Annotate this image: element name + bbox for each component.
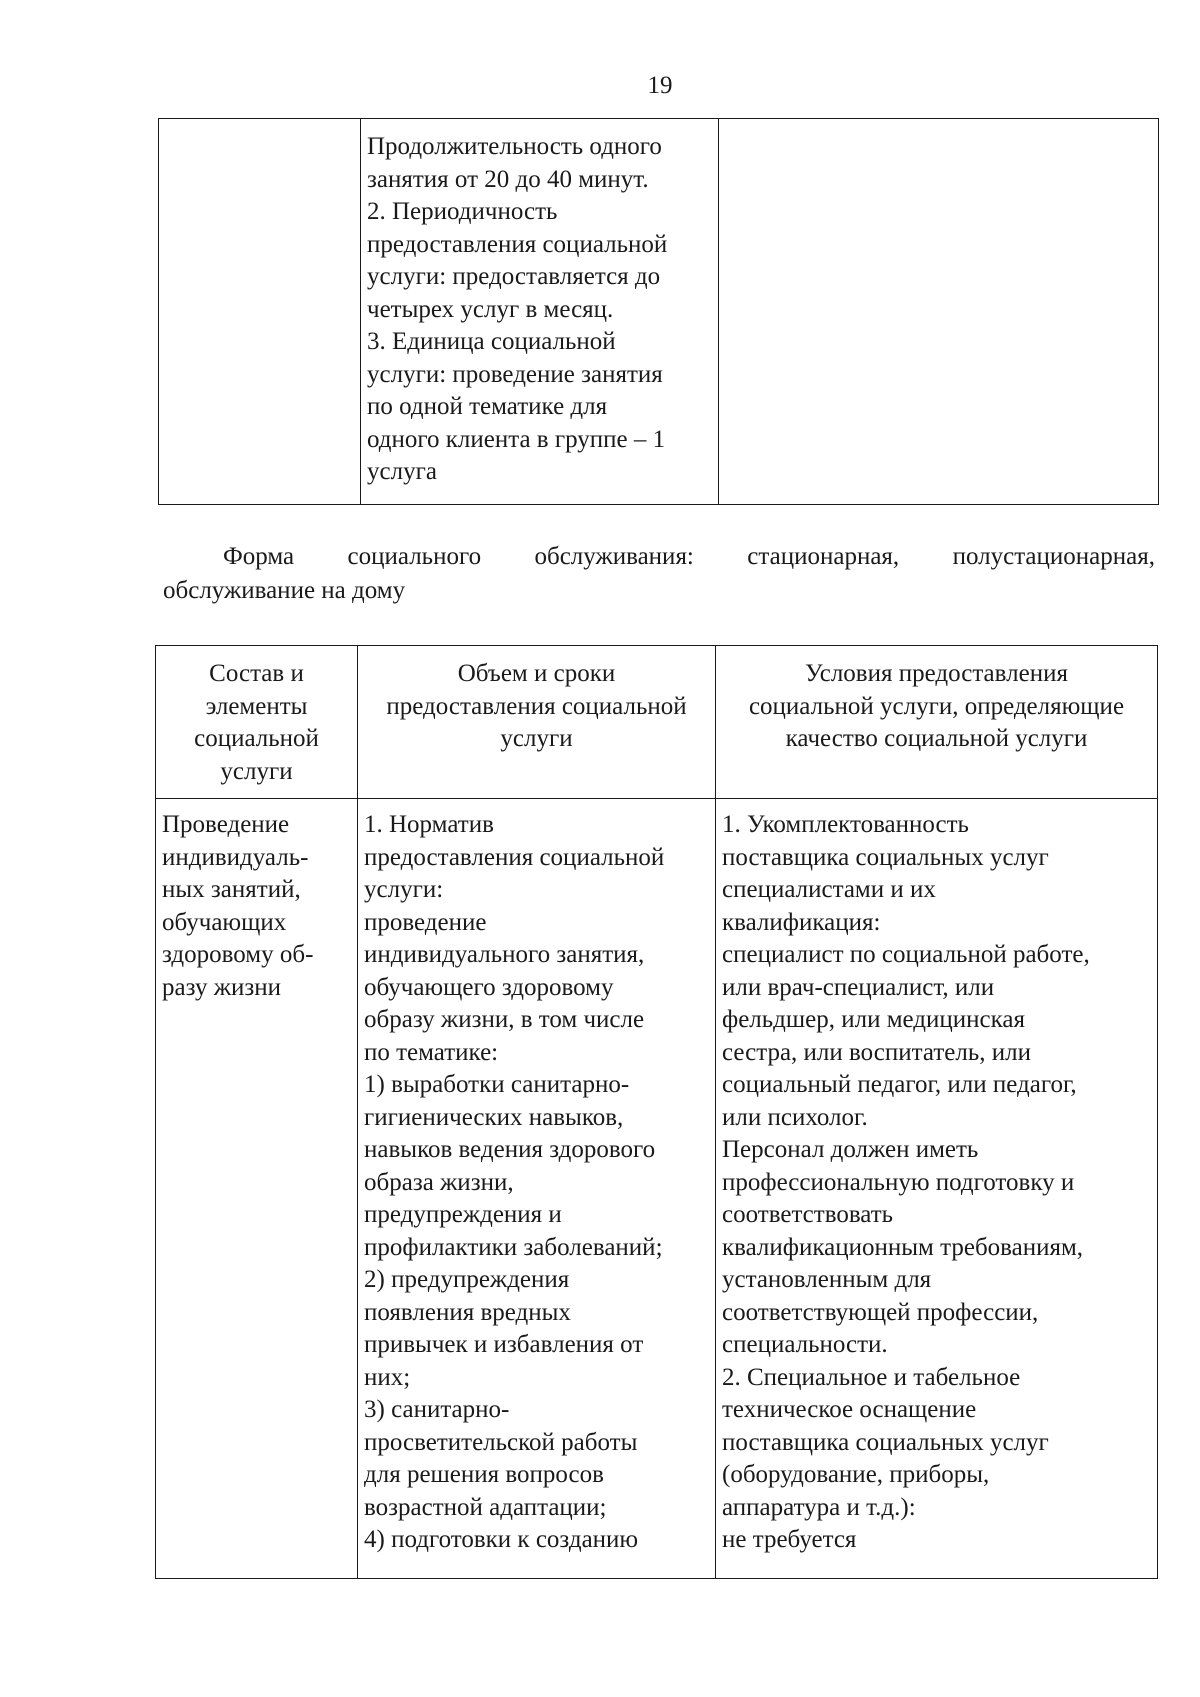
cell-service-volume: 1. Норматив предоставления социальной услуги: проведение индивидуального занятия, обучающего здоровому образу жизни, в том числе по тематике: 1) выработки санитарно- гигиенических навыков, навыков ведения здорового образа жизни, предупреждения и профилактики заболеваний; 2) предупреждения появления вредных привычек и избавления от них; 3) санитарно- просветительской работы для решения вопросов возрастной адаптации; 4) подготовки к созданию bbox=[358, 799, 716, 1579]
continuation-cell-conditions bbox=[719, 119, 1159, 505]
cell-service-conditions: 1. Укомплектованность поставщика социальных услуг специалистами и их квалификация: специалист по социальной работе, или врач-специалист, или фельдшер, или медицинская сестра, или воспитатель, или социальный педагог, или педагог, или психолог. Персонал должен иметь профессиональную подготовку и соответствовать квалификационным требованиям, установленным для соответствующей профессии, специальности. 2. Специальное и табельное техническое оснащение поставщика социальных услуг (оборудование, приборы, аппаратура и т.д.): не требуется bbox=[716, 799, 1158, 1579]
page-number: 19 bbox=[647, 72, 673, 99]
service-table bbox=[155, 645, 1158, 1579]
continuation-table bbox=[158, 118, 1159, 505]
service-form-paragraph bbox=[163, 540, 1155, 608]
table-row bbox=[159, 119, 1159, 505]
continuation-cell-composition bbox=[159, 119, 361, 505]
header-volume-terms: Объем и сроки предоставления социальной услуги bbox=[358, 646, 716, 799]
service-form-line-1: Форма социального обслуживания: стационарная, полустационарная, bbox=[223, 543, 1155, 570]
service-form-line-2: обслуживание на дому bbox=[163, 577, 406, 604]
cell-service-name: Проведение индивидуаль- ных занятий, обучающих здоровому об- разу жизни bbox=[156, 799, 358, 1579]
header-conditions: Условия предоставления социальной услуги, определяющие качество социальной услуги bbox=[716, 646, 1158, 799]
continuation-cell-volume: Продолжительность одного занятия от 20 до 40 минут. 2. Периодичность предоставления социальной услуги: предоставляется до четырех услуг в месяц. 3. Единица социальной услуги: проведение занятия по одной тематике для одного клиента в группе – 1 услуга bbox=[361, 119, 719, 505]
table-header-row bbox=[156, 646, 1158, 799]
header-composition: Состав и элементы социальной услуги bbox=[156, 646, 358, 799]
table-row bbox=[156, 799, 1158, 1579]
